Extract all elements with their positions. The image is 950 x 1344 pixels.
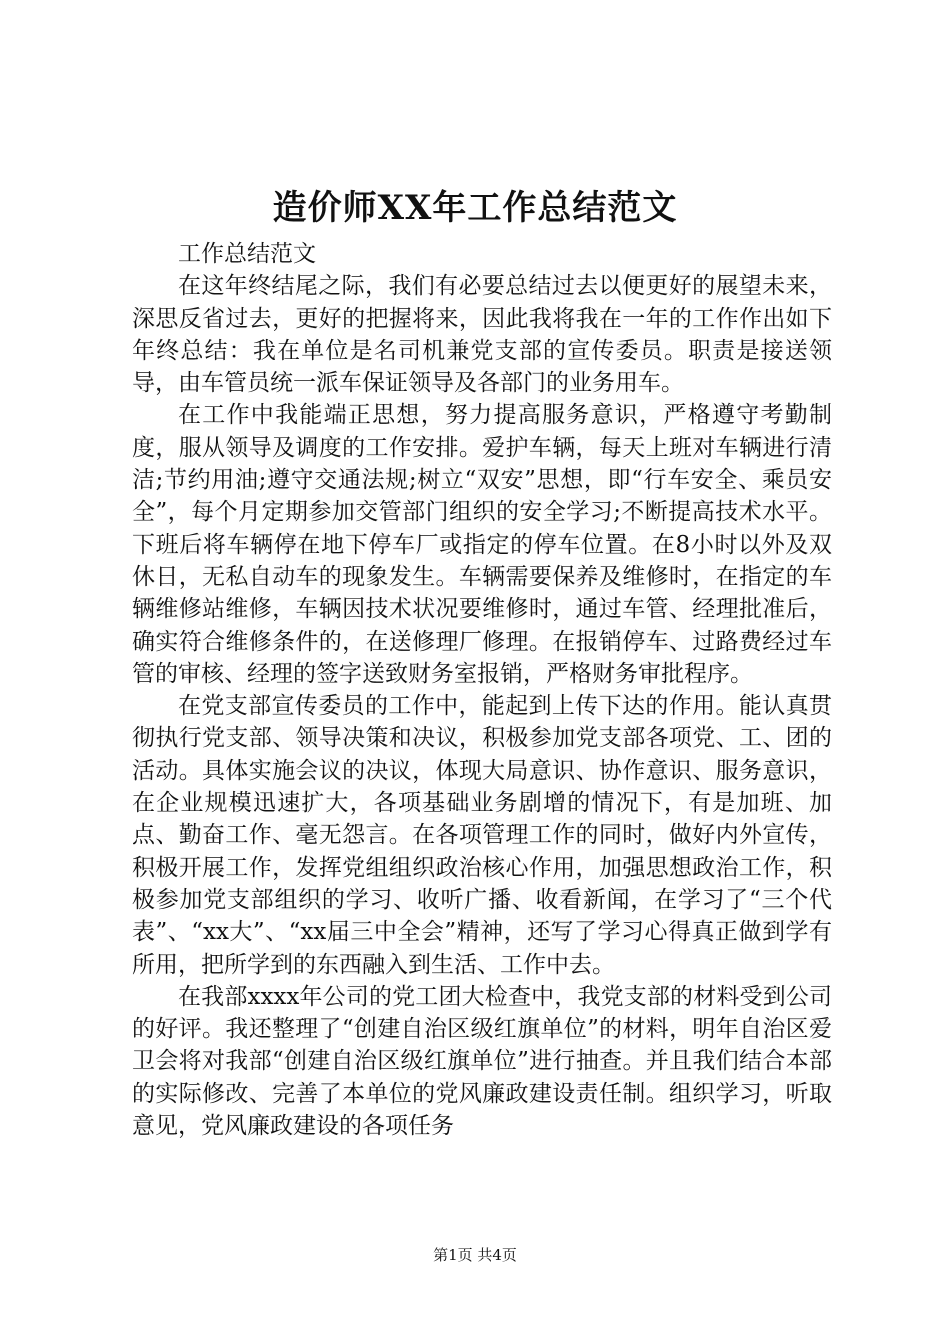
paragraph-4: 在我部xxxx年公司的党工团大检查中，我党支部的材料受到公司的好评。我还整理了“创建自治区级红旗单位”的材料，明年自治区爱卫会将对我部“创建自治区级红旗单位”进行抽查。并且我们结合本部的实际修改、完善了本单位的党风廉政建设责任制。组织学习，听取意见，党风廉政建设的各项任务 [132,983,832,1140]
document-body [132,238,832,1142]
paragraph-intro: 工作总结范文 [178,241,316,267]
document-title: 造价师XX年工作总结范文 [272,188,678,228]
page-number-footer: 第1页 共4页 [433,1246,517,1264]
paragraph-2: 在工作中我能端正思想，努力提高服务意识，严格遵守考勤制度，服从领导及调度的工作安排。爱护车辆，每天上班对车辆进行清洁;节约用油;遵守交通法规;树立“双安”思想，即“行车安全、乘员安全”，每个月定期参加交管部门组织的安全学习;不断提高技术水平。下班后将车辆停在地下停车厂或指定的停车位置。在8小时以外及双休日，无私自动车的现象发生。车辆需要保养及维修时，在指定的车辆维修站维修，车辆因技术状况要维修时，通过车管、经理批准后，确实符合维修条件的，在送修理厂修理。在报销停车、过路费经过车管的审核、经理的签字送致财务室报销，严格财务审批程序。 [132,402,832,687]
paragraph-1: 在这年终结尾之际，我们有必要总结过去以便更好的展望未来，深思反省过去，更好的把握将来，因此我将我在一年的工作作出如下年终总结：我在单位是名司机兼党支部的宣传委员。职责是接送领导，由车管员统一派车保证领导及各部门的业务用车。 [132,273,832,397]
paragraph-3: 在党支部宣传委员的工作中，能起到上传下达的作用。能认真贯彻执行党支部、领导决策和决议，积极参加党支部各项党、工、团的活动。具体实施会议的决议，体现大局意识、协作意识、服务意识，在企业规模迅速扩大，各项基础业务剧增的情况下，有是加班、加点、勤奋工作、毫无怨言。在各项管理工作的同时，做好内外宣传，积极开展工作，发挥党组组织政治核心作用，加强思想政治工作，积极参加党支部组织的学习、收听广播、收看新闻，在学习了“三个代表”、“xx大”、“xx届三中全会”精神，还写了学习心得真正做到学有所用，把所学到的东西融入到生活、工作中去。 [132,693,832,978]
